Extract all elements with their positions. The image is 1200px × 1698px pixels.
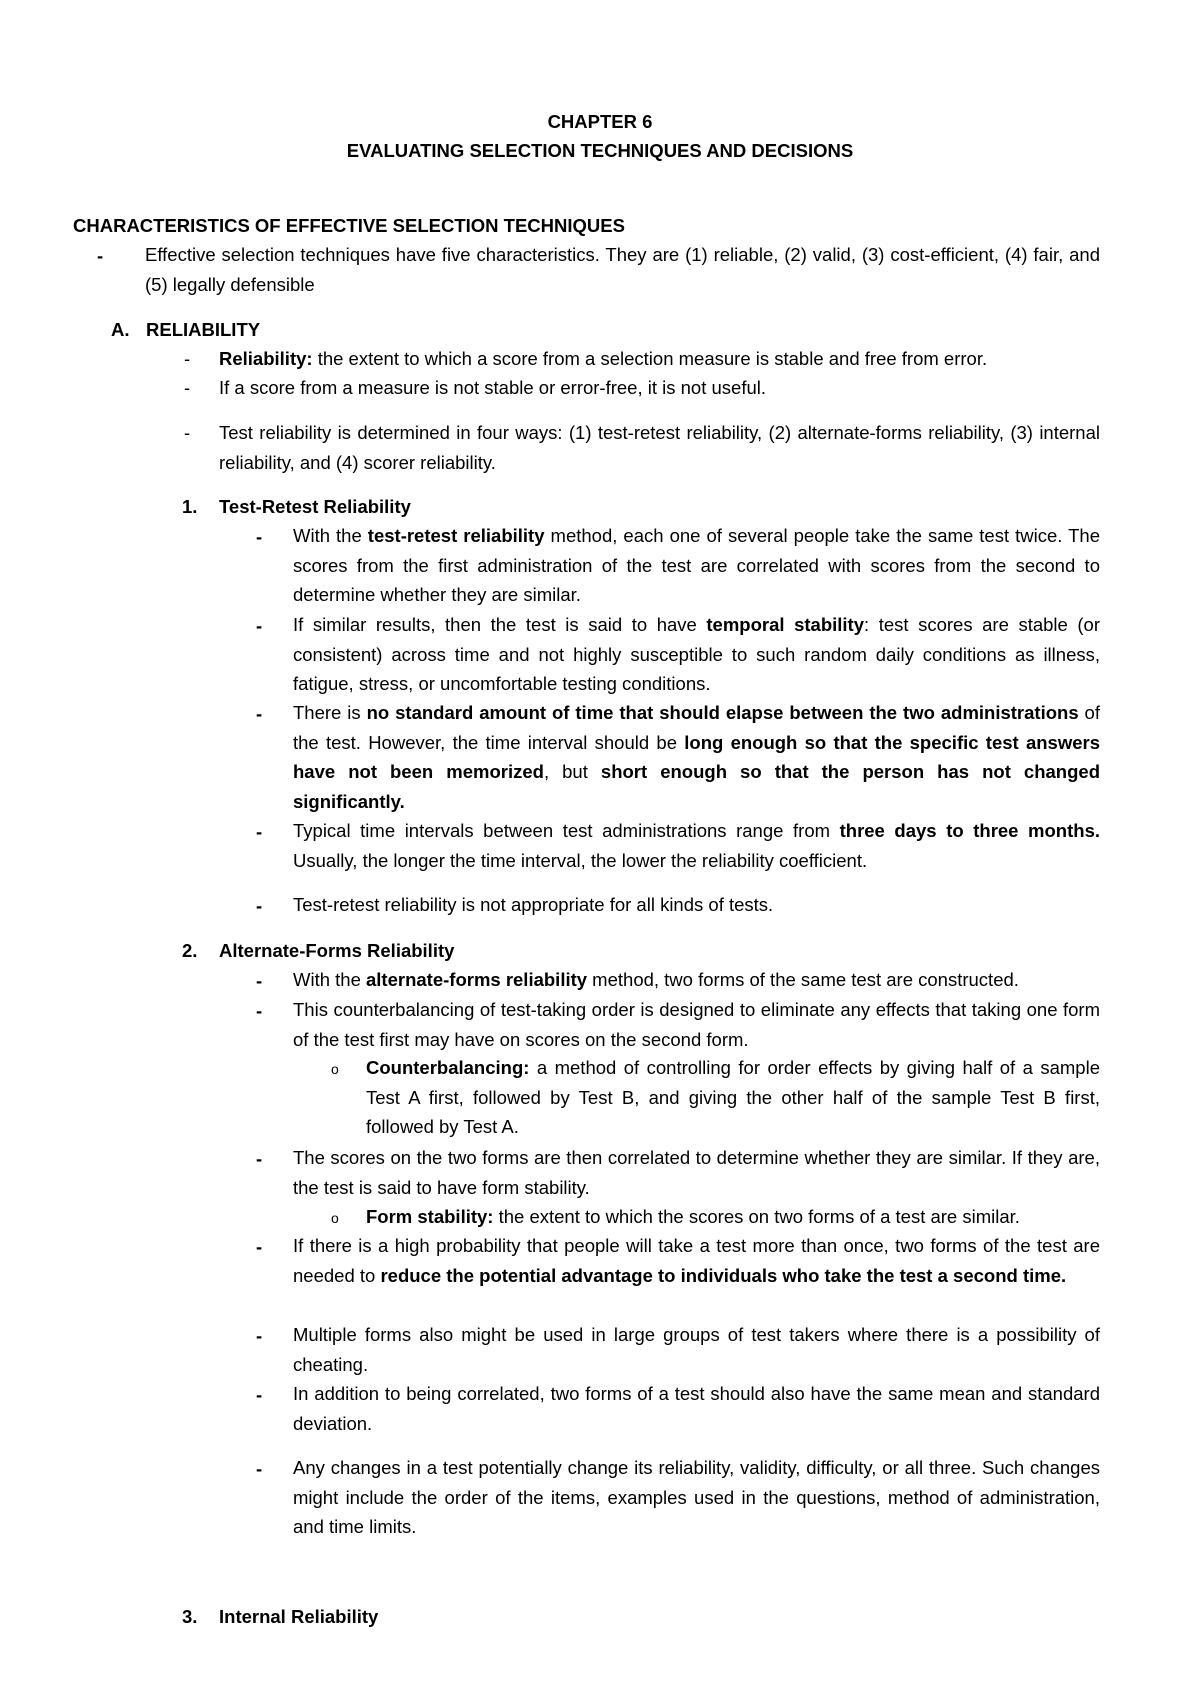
bullet-dash: - [256, 1458, 263, 1479]
text-span: method, two forms of the same test are constructed. [587, 969, 1019, 990]
text-span: If there is a high probability that people will take a test more than once, two forms of the test are needed to [293, 1235, 1100, 1286]
counterbalancing-definition [366, 1053, 1100, 1142]
bullet-dash: - [97, 245, 104, 266]
intro-paragraph: Effective selection techniques have five characteristics. They are (1) reliable, (2) valid, (3) cost-efficient, (4) fair, and (5) legally defensible [145, 244, 1100, 295]
chapter-title: EVALUATING SELECTION TECHNIQUES AND DECISIONS [346, 140, 854, 161]
bullet-dash: - [256, 615, 263, 636]
definition-text: the extent to which a score from a selection measure is stable and free from error. [312, 348, 988, 369]
bullet-dash: - [256, 821, 263, 842]
sub-bullet-o: o [331, 1210, 339, 1226]
term-temporal-stability: temporal stability [706, 614, 864, 635]
alternate-bullet-7: Any changes in a test potentially change its reliability, validity, difficulty, or all three. Such changes might include the order of the items, examples used in the questions, method of administration, and time limits. [293, 1457, 1100, 1537]
text-span: There is [293, 702, 367, 723]
bullet-dash: - [256, 970, 263, 991]
bullet-dash: - [256, 1236, 263, 1257]
form-stability-definition [366, 1202, 1126, 1232]
bullet-dash: - [256, 1148, 263, 1169]
text-span: With the [293, 969, 366, 990]
test-retest-bullet-1 [293, 521, 1100, 610]
bullet-dash: - [184, 377, 191, 398]
bullet-dash: - [256, 1384, 263, 1405]
bullet-dash: - [256, 1325, 263, 1346]
chapter-number: CHAPTER 6 [547, 111, 653, 132]
term-alternate-forms-reliability: alternate-forms reliability [366, 969, 588, 990]
alternate-bullet-3: The scores on the two forms are then correlated to determine whether they are similar. If they are, the test is said to have form stability. [293, 1147, 1100, 1198]
emphasis-span: long enough so that the specific test answers have not been memorized [293, 731, 1100, 782]
text-span: Usually, the longer the time interval, the lower the reliability coefficient. [293, 849, 868, 871]
test-retest-heading: Test-Retest Reliability [219, 496, 411, 517]
text-span: method, each one of several people take the same test twice. The scores from the first administration of the test are correlated with scores from the second to determine whether they are similar. [293, 525, 1100, 605]
text-span: Typical time intervals between test administrations range from [293, 820, 840, 841]
reliability-letter: A. [111, 319, 130, 340]
term-counterbalancing: Counterbalancing: [366, 1057, 530, 1078]
term-form-stability: Form stability: [366, 1206, 494, 1227]
text-span: With the [293, 525, 368, 546]
emphasis-span: short enough so that the person has not changed significantly. [293, 761, 1100, 812]
bullet-dash: - [184, 348, 191, 369]
reliability-heading: RELIABILITY [146, 319, 261, 340]
alternate-bullet-6: In addition to being correlated, two forms of a test should also have the same mean and standard deviation. [293, 1383, 1100, 1434]
bullet-dash: - [256, 526, 263, 547]
text-span: If similar results, then the test is said to have [293, 614, 707, 635]
emphasis-span: reduce the potential advantage to individuals who take the test a second time. [380, 1264, 1067, 1286]
text-span: of the test. However, the time interval should be [293, 702, 1100, 753]
bullet-dash: - [184, 422, 191, 443]
bullet-dash: - [256, 895, 263, 916]
emphasis-span: no standard amount of time that should elapse between the two administrations [366, 702, 1079, 723]
text-span: a method of controlling for order effects by giving half of a sample Test A first, followed by Test B, and giving the other half of the sample Test B first, followed by Test A. [366, 1057, 1100, 1137]
test-retest-bullet-3 [293, 698, 1100, 816]
term-reliability: Reliability: [219, 348, 313, 369]
text-span: , but [543, 761, 601, 782]
internal-reliability-heading: Internal Reliability [219, 1606, 379, 1627]
alternate-bullet-2: This counterbalancing of test-taking order is designed to eliminate any effects that taking one form of the test first may have on scores on the second form. [293, 999, 1100, 1050]
text-span: the extent to which the scores on two forms of a test are similar. [493, 1206, 1020, 1227]
alternate-bullet-4 [293, 1231, 1100, 1290]
bullet-dash: - [256, 1000, 263, 1021]
test-retest-bullet-2 [293, 610, 1100, 699]
section-heading: CHARACTERISTICS OF EFFECTIVE SELECTION TECHNIQUES [73, 215, 625, 236]
sub-bullet-o: o [331, 1061, 339, 1077]
alternate-forms-heading: Alternate-Forms Reliability [219, 940, 455, 961]
bullet-dash: - [256, 703, 263, 724]
alternate-forms-number: 2. [182, 940, 198, 961]
emphasis-span: three days to three months. [839, 820, 1101, 841]
text-span: : test scores are stable (or consistent) across time and not highly susceptible to such random daily conditions as illness, fatigue, stress, or uncomfortable testing conditions. [293, 614, 1100, 694]
test-retest-bullet-4 [293, 816, 1100, 875]
term-test-retest-reliability: test-retest reliability [367, 525, 545, 546]
alternate-bullet-1 [293, 965, 1113, 995]
reliability-bullet-2: If a score from a measure is not stable or error-free, it is not useful. [219, 377, 766, 398]
alternate-bullet-5: Multiple forms also might be used in large groups of test takers where there is a possibility of cheating. [293, 1324, 1100, 1375]
test-retest-number: 1. [182, 496, 198, 517]
reliability-bullet-3: Test reliability is determined in four ways: (1) test-retest reliability, (2) alternate-forms reliability, (3) internal reliability, and (4) scorer reliability. [219, 422, 1100, 473]
reliability-definition [219, 344, 1119, 374]
internal-reliability-number: 3. [182, 1606, 198, 1627]
test-retest-bullet-5: Test-retest reliability is not appropriate for all kinds of tests. [293, 894, 774, 915]
